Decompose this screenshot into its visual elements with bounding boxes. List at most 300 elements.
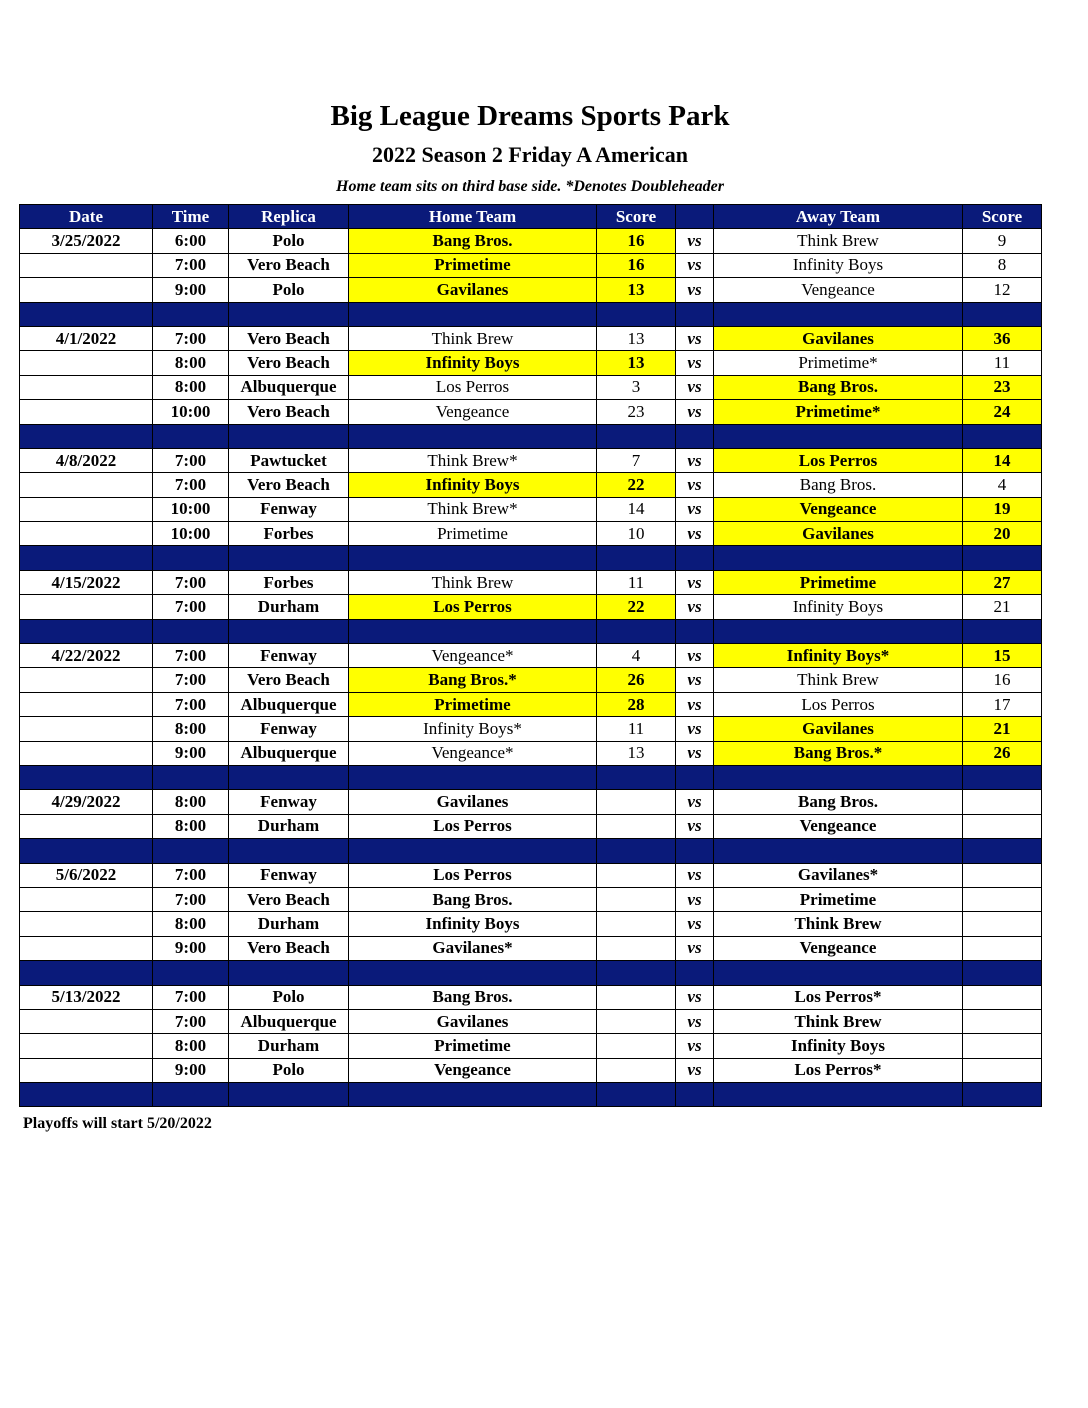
separator-cell — [714, 546, 963, 570]
home-score: 13 — [597, 326, 676, 350]
game-replica: Pawtucket — [229, 448, 349, 472]
game-replica: Fenway — [229, 863, 349, 887]
home-score — [597, 790, 676, 814]
game-time: 7:00 — [153, 448, 229, 472]
game-row — [20, 1009, 1042, 1033]
game-row — [20, 448, 1042, 472]
vs-label: vs — [676, 936, 714, 960]
game-row — [20, 570, 1042, 594]
separator-cell — [963, 1083, 1042, 1107]
vs-label: vs — [676, 570, 714, 594]
away-team: Bang Bros. — [714, 375, 963, 399]
game-time: 7:00 — [153, 253, 229, 277]
separator-cell — [714, 839, 963, 863]
game-replica: Polo — [229, 985, 349, 1009]
game-time: 10:00 — [153, 522, 229, 546]
game-row — [20, 692, 1042, 716]
game-replica: Vero Beach — [229, 326, 349, 350]
separator-cell — [597, 302, 676, 326]
vs-label: vs — [676, 253, 714, 277]
vs-label: vs — [676, 912, 714, 936]
vs-label: vs — [676, 278, 714, 302]
vs-label: vs — [676, 522, 714, 546]
away-score — [963, 887, 1042, 911]
home-team: Think Brew* — [349, 448, 597, 472]
game-time: 7:00 — [153, 595, 229, 619]
away-team: Primetime — [714, 887, 963, 911]
separator-cell — [349, 1083, 597, 1107]
game-row — [20, 790, 1042, 814]
away-team: Think Brew — [714, 229, 963, 253]
separator-cell — [676, 839, 714, 863]
away-score: 27 — [963, 570, 1042, 594]
game-time: 7:00 — [153, 473, 229, 497]
vs-label: vs — [676, 887, 714, 911]
vs-label: vs — [676, 448, 714, 472]
away-team: Vengeance — [714, 814, 963, 838]
separator-cell — [963, 546, 1042, 570]
vs-label: vs — [676, 1034, 714, 1058]
game-time: 7:00 — [153, 570, 229, 594]
away-score: 14 — [963, 448, 1042, 472]
away-score — [963, 1034, 1042, 1058]
game-date — [20, 400, 153, 424]
game-replica: Fenway — [229, 717, 349, 741]
separator-cell — [676, 765, 714, 789]
game-date — [20, 887, 153, 911]
home-score: 10 — [597, 522, 676, 546]
game-time: 10:00 — [153, 400, 229, 424]
game-date: 4/29/2022 — [20, 790, 153, 814]
game-time: 9:00 — [153, 278, 229, 302]
game-replica: Albuquerque — [229, 1009, 349, 1033]
game-date — [20, 741, 153, 765]
home-team: Vengeance — [349, 400, 597, 424]
separator-cell — [676, 619, 714, 643]
separator-cell — [229, 302, 349, 326]
separator-cell — [676, 961, 714, 985]
separator-cell — [963, 961, 1042, 985]
home-team: Infinity Boys — [349, 351, 597, 375]
vs-label: vs — [676, 375, 714, 399]
schedule-body — [20, 229, 1042, 1107]
vs-label: vs — [676, 692, 714, 716]
home-score — [597, 1058, 676, 1082]
away-team: Los Perros* — [714, 1058, 963, 1082]
game-date — [20, 912, 153, 936]
separator-cell — [597, 619, 676, 643]
game-row — [20, 717, 1042, 741]
vs-label: vs — [676, 741, 714, 765]
away-score: 19 — [963, 497, 1042, 521]
week-separator — [20, 1083, 1042, 1107]
away-team: Primetime* — [714, 400, 963, 424]
vs-label: vs — [676, 814, 714, 838]
game-replica: Vero Beach — [229, 473, 349, 497]
game-row — [20, 741, 1042, 765]
game-replica: Vero Beach — [229, 936, 349, 960]
away-team: Bang Bros.* — [714, 741, 963, 765]
separator-cell — [349, 961, 597, 985]
game-row — [20, 278, 1042, 302]
game-time: 8:00 — [153, 375, 229, 399]
vs-label: vs — [676, 1009, 714, 1033]
vs-label: vs — [676, 229, 714, 253]
game-date — [20, 1058, 153, 1082]
game-time: 10:00 — [153, 497, 229, 521]
home-team: Vengeance — [349, 1058, 597, 1082]
home-team: Bang Bros.* — [349, 668, 597, 692]
week-separator — [20, 765, 1042, 789]
away-team: Primetime — [714, 570, 963, 594]
home-team: Primetime — [349, 253, 597, 277]
game-date — [20, 278, 153, 302]
game-date: 3/25/2022 — [20, 229, 153, 253]
separator-cell — [153, 961, 229, 985]
separator-cell — [349, 765, 597, 789]
away-score: 12 — [963, 278, 1042, 302]
away-score: 15 — [963, 644, 1042, 668]
away-team: Infinity Boys — [714, 595, 963, 619]
vs-label: vs — [676, 351, 714, 375]
vs-label: vs — [676, 473, 714, 497]
home-team: Bang Bros. — [349, 985, 597, 1009]
game-replica: Vero Beach — [229, 400, 349, 424]
away-score: 26 — [963, 741, 1042, 765]
separator-cell — [714, 961, 963, 985]
away-team: Vengeance — [714, 497, 963, 521]
separator-cell — [963, 424, 1042, 448]
away-score: 36 — [963, 326, 1042, 350]
home-score: 4 — [597, 644, 676, 668]
col-date: Date — [20, 205, 153, 229]
away-team: Bang Bros. — [714, 790, 963, 814]
home-score — [597, 985, 676, 1009]
away-score: 16 — [963, 668, 1042, 692]
home-team: Bang Bros. — [349, 887, 597, 911]
separator-cell — [229, 961, 349, 985]
home-score: 28 — [597, 692, 676, 716]
game-replica: Fenway — [229, 790, 349, 814]
game-date: 4/1/2022 — [20, 326, 153, 350]
separator-cell — [676, 546, 714, 570]
vs-label: vs — [676, 400, 714, 424]
home-score: 22 — [597, 473, 676, 497]
home-team: Primetime — [349, 1034, 597, 1058]
home-score: 7 — [597, 448, 676, 472]
game-replica: Vero Beach — [229, 887, 349, 911]
game-replica: Vero Beach — [229, 253, 349, 277]
home-team: Primetime — [349, 522, 597, 546]
home-team: Los Perros — [349, 814, 597, 838]
separator-cell — [20, 619, 153, 643]
separator-cell — [597, 1083, 676, 1107]
away-score: 17 — [963, 692, 1042, 716]
separator-cell — [597, 839, 676, 863]
home-score: 16 — [597, 253, 676, 277]
game-row — [20, 936, 1042, 960]
game-date: 4/15/2022 — [20, 570, 153, 594]
vs-label: vs — [676, 863, 714, 887]
game-replica: Durham — [229, 595, 349, 619]
schedule-table — [19, 204, 1042, 1107]
col-home-score: Score — [597, 205, 676, 229]
game-time: 7:00 — [153, 326, 229, 350]
week-separator — [20, 424, 1042, 448]
game-time: 8:00 — [153, 351, 229, 375]
home-team: Bang Bros. — [349, 229, 597, 253]
game-time: 7:00 — [153, 668, 229, 692]
separator-cell — [20, 424, 153, 448]
home-score: 23 — [597, 400, 676, 424]
separator-cell — [349, 546, 597, 570]
home-team: Gavilanes — [349, 790, 597, 814]
separator-cell — [153, 619, 229, 643]
game-replica: Polo — [229, 229, 349, 253]
header-row — [20, 205, 1042, 229]
home-team: Gavilanes — [349, 278, 597, 302]
col-away-score: Score — [963, 205, 1042, 229]
game-replica: Albuquerque — [229, 692, 349, 716]
separator-cell — [714, 302, 963, 326]
game-replica: Polo — [229, 278, 349, 302]
separator-cell — [676, 424, 714, 448]
game-replica: Fenway — [229, 497, 349, 521]
home-score — [597, 814, 676, 838]
home-team: Think Brew — [349, 326, 597, 350]
away-score — [963, 790, 1042, 814]
game-date — [20, 522, 153, 546]
separator-cell — [714, 1083, 963, 1107]
away-team: Gavilanes* — [714, 863, 963, 887]
game-date — [20, 351, 153, 375]
away-score: 4 — [963, 473, 1042, 497]
home-score: 3 — [597, 375, 676, 399]
game-replica: Forbes — [229, 522, 349, 546]
separator-cell — [597, 424, 676, 448]
separator-cell — [229, 839, 349, 863]
home-team: Infinity Boys — [349, 473, 597, 497]
home-team: Los Perros — [349, 863, 597, 887]
separator-cell — [349, 619, 597, 643]
away-score — [963, 985, 1042, 1009]
away-score: 21 — [963, 595, 1042, 619]
home-score: 13 — [597, 741, 676, 765]
week-separator — [20, 961, 1042, 985]
away-score: 8 — [963, 253, 1042, 277]
away-team: Think Brew — [714, 912, 963, 936]
away-team: Gavilanes — [714, 522, 963, 546]
away-team: Infinity Boys* — [714, 644, 963, 668]
game-row — [20, 253, 1042, 277]
col-home-team: Home Team — [349, 205, 597, 229]
away-score — [963, 863, 1042, 887]
game-date — [20, 473, 153, 497]
game-date: 5/6/2022 — [20, 863, 153, 887]
game-time: 8:00 — [153, 790, 229, 814]
away-score — [963, 814, 1042, 838]
home-team: Think Brew* — [349, 497, 597, 521]
game-date: 4/22/2022 — [20, 644, 153, 668]
home-team: Infinity Boys* — [349, 717, 597, 741]
game-replica: Durham — [229, 814, 349, 838]
separator-cell — [229, 765, 349, 789]
vs-label: vs — [676, 1058, 714, 1082]
away-team: Vengeance — [714, 936, 963, 960]
col-time: Time — [153, 205, 229, 229]
away-team: Gavilanes — [714, 326, 963, 350]
week-separator — [20, 302, 1042, 326]
week-separator — [20, 546, 1042, 570]
separator-cell — [229, 1083, 349, 1107]
game-time: 7:00 — [153, 887, 229, 911]
home-team: Los Perros — [349, 375, 597, 399]
game-row — [20, 887, 1042, 911]
home-team: Vengeance* — [349, 644, 597, 668]
away-score: 24 — [963, 400, 1042, 424]
home-team: Vengeance* — [349, 741, 597, 765]
game-row — [20, 668, 1042, 692]
separator-cell — [597, 961, 676, 985]
away-team: Infinity Boys — [714, 253, 963, 277]
vs-label: vs — [676, 595, 714, 619]
game-replica: Forbes — [229, 570, 349, 594]
game-date — [20, 936, 153, 960]
game-row — [20, 351, 1042, 375]
game-date — [20, 692, 153, 716]
week-separator — [20, 619, 1042, 643]
separator-cell — [20, 765, 153, 789]
game-replica: Vero Beach — [229, 668, 349, 692]
game-replica: Fenway — [229, 644, 349, 668]
away-score: 23 — [963, 375, 1042, 399]
away-team: Bang Bros. — [714, 473, 963, 497]
vs-label: vs — [676, 985, 714, 1009]
vs-label: vs — [676, 668, 714, 692]
game-date: 4/8/2022 — [20, 448, 153, 472]
game-date: 5/13/2022 — [20, 985, 153, 1009]
game-time: 7:00 — [153, 863, 229, 887]
away-team: Think Brew — [714, 1009, 963, 1033]
separator-cell — [714, 765, 963, 789]
separator-cell — [20, 1083, 153, 1107]
separator-cell — [20, 839, 153, 863]
game-time: 8:00 — [153, 814, 229, 838]
separator-cell — [963, 619, 1042, 643]
home-score: 11 — [597, 570, 676, 594]
game-row — [20, 595, 1042, 619]
home-score — [597, 912, 676, 936]
game-date — [20, 595, 153, 619]
game-row — [20, 326, 1042, 350]
separator-cell — [20, 302, 153, 326]
game-row — [20, 912, 1042, 936]
home-team: Think Brew — [349, 570, 597, 594]
home-score — [597, 1034, 676, 1058]
game-row — [20, 814, 1042, 838]
separator-cell — [714, 424, 963, 448]
away-score — [963, 912, 1042, 936]
home-score — [597, 863, 676, 887]
game-replica: Polo — [229, 1058, 349, 1082]
game-time: 9:00 — [153, 936, 229, 960]
game-row — [20, 644, 1042, 668]
home-score — [597, 887, 676, 911]
separator-cell — [20, 961, 153, 985]
game-date — [20, 375, 153, 399]
separator-cell — [20, 546, 153, 570]
separator-cell — [153, 302, 229, 326]
separator-cell — [349, 302, 597, 326]
game-replica: Vero Beach — [229, 351, 349, 375]
game-time: 8:00 — [153, 1034, 229, 1058]
game-date — [20, 668, 153, 692]
separator-cell — [963, 765, 1042, 789]
col-replica: Replica — [229, 205, 349, 229]
separator-cell — [676, 1083, 714, 1107]
home-score: 22 — [597, 595, 676, 619]
game-row — [20, 473, 1042, 497]
home-score: 14 — [597, 497, 676, 521]
game-time: 9:00 — [153, 741, 229, 765]
vs-label: vs — [676, 790, 714, 814]
home-score — [597, 1009, 676, 1033]
away-team: Los Perros* — [714, 985, 963, 1009]
separator-cell — [349, 839, 597, 863]
separator-cell — [153, 765, 229, 789]
separator-cell — [963, 839, 1042, 863]
vs-label: vs — [676, 497, 714, 521]
game-time: 7:00 — [153, 644, 229, 668]
separator-cell — [963, 302, 1042, 326]
separator-cell — [153, 546, 229, 570]
separator-cell — [597, 765, 676, 789]
game-date — [20, 1034, 153, 1058]
game-date — [20, 814, 153, 838]
game-date — [20, 1009, 153, 1033]
separator-cell — [153, 839, 229, 863]
home-score: 16 — [597, 229, 676, 253]
game-row — [20, 1058, 1042, 1082]
game-time: 7:00 — [153, 692, 229, 716]
separator-cell — [349, 424, 597, 448]
home-team: Primetime — [349, 692, 597, 716]
away-score: 20 — [963, 522, 1042, 546]
home-team: Gavilanes — [349, 1009, 597, 1033]
week-separator — [20, 839, 1042, 863]
away-score: 11 — [963, 351, 1042, 375]
game-row — [20, 497, 1042, 521]
separator-cell — [714, 619, 963, 643]
away-score — [963, 1009, 1042, 1033]
game-row — [20, 985, 1042, 1009]
away-score: 9 — [963, 229, 1042, 253]
home-score: 11 — [597, 717, 676, 741]
vs-label: vs — [676, 326, 714, 350]
game-time: 6:00 — [153, 229, 229, 253]
home-team: Infinity Boys — [349, 912, 597, 936]
away-team: Los Perros — [714, 692, 963, 716]
game-row — [20, 375, 1042, 399]
game-row — [20, 863, 1042, 887]
game-row — [20, 522, 1042, 546]
home-score: 13 — [597, 351, 676, 375]
separator-cell — [229, 619, 349, 643]
game-row — [20, 229, 1042, 253]
away-score — [963, 1058, 1042, 1082]
game-time: 7:00 — [153, 985, 229, 1009]
game-time: 8:00 — [153, 912, 229, 936]
